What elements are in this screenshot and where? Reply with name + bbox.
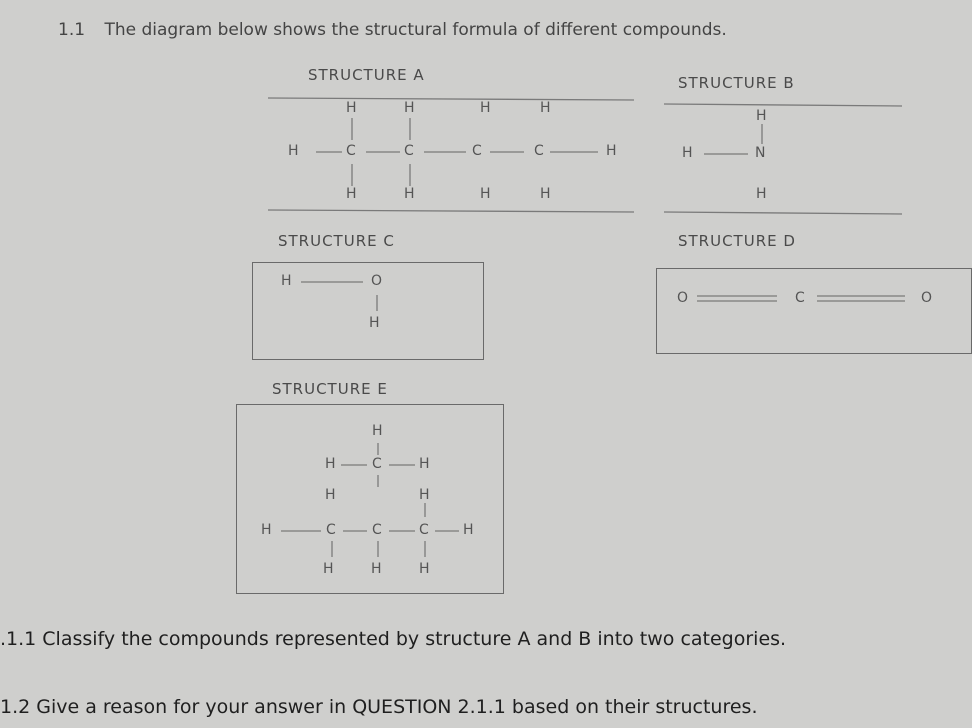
atom-h: H: [480, 186, 491, 202]
atom-c: C: [404, 143, 414, 159]
structure-d-label: STRUCTURE D: [678, 232, 796, 250]
structure-b-bonds: [660, 98, 906, 218]
atom-c: C: [372, 456, 382, 472]
question-heading: [58, 20, 727, 40]
atom-h: H: [419, 456, 430, 472]
atom-h: H: [756, 108, 767, 124]
question-2-1-1: .1.1 Classify the compounds represented by structure A and B into two categories.: [0, 628, 787, 650]
structure-b-diagram: [660, 98, 906, 218]
atom-h: H: [419, 561, 430, 577]
atom-h: H: [756, 186, 767, 202]
atom-c: C: [795, 290, 805, 306]
atom-h: H: [346, 100, 357, 116]
atom-h: H: [372, 423, 383, 439]
structure-b-label: STRUCTURE B: [678, 74, 795, 92]
atom-c: C: [372, 522, 382, 538]
atom-h: H: [463, 522, 474, 538]
atom-h: H: [606, 143, 617, 159]
atom-h: H: [261, 522, 272, 538]
atom-h: H: [288, 143, 299, 159]
atom-h: H: [540, 186, 551, 202]
structure-c-box: [252, 262, 484, 360]
structure-a-label: STRUCTURE A: [308, 66, 425, 84]
atom-c: C: [534, 143, 544, 159]
atom-h: H: [682, 145, 693, 161]
structure-e-box: [236, 404, 504, 594]
structure-c-label: STRUCTURE C: [278, 232, 395, 250]
atom-c: C: [326, 522, 336, 538]
atom-h: H: [419, 487, 430, 503]
atom-n: N: [755, 145, 766, 161]
structure-e-bonds: [237, 405, 503, 593]
atom-h: H: [281, 273, 292, 289]
structure-d-bonds: [657, 269, 971, 353]
structure-a-diagram: [262, 92, 638, 214]
atom-c: C: [472, 143, 482, 159]
atom-o: O: [677, 290, 689, 306]
atom-h: H: [346, 186, 357, 202]
structure-e-label: STRUCTURE E: [272, 380, 388, 398]
atom-h: H: [404, 100, 415, 116]
structure-d-box: [656, 268, 972, 354]
atom-h: H: [369, 315, 380, 331]
question-number: 1.1: [58, 20, 86, 40]
structure-a-bonds: [262, 92, 638, 214]
atom-h: H: [325, 487, 336, 503]
atom-c: C: [419, 522, 429, 538]
atom-o: O: [371, 273, 383, 289]
atom-h: H: [480, 100, 491, 116]
atom-h: H: [323, 561, 334, 577]
atom-h: H: [371, 561, 382, 577]
question-2-1-2: 1.2 Give a reason for your answer in QUESTION 2.1.1 based on their structures.: [0, 696, 758, 718]
atom-h: H: [325, 456, 336, 472]
question-title: The diagram below shows the structural formula of different compounds.: [104, 20, 727, 40]
atom-h: H: [404, 186, 415, 202]
atom-o: O: [921, 290, 933, 306]
atom-c: C: [346, 143, 356, 159]
atom-h: H: [540, 100, 551, 116]
